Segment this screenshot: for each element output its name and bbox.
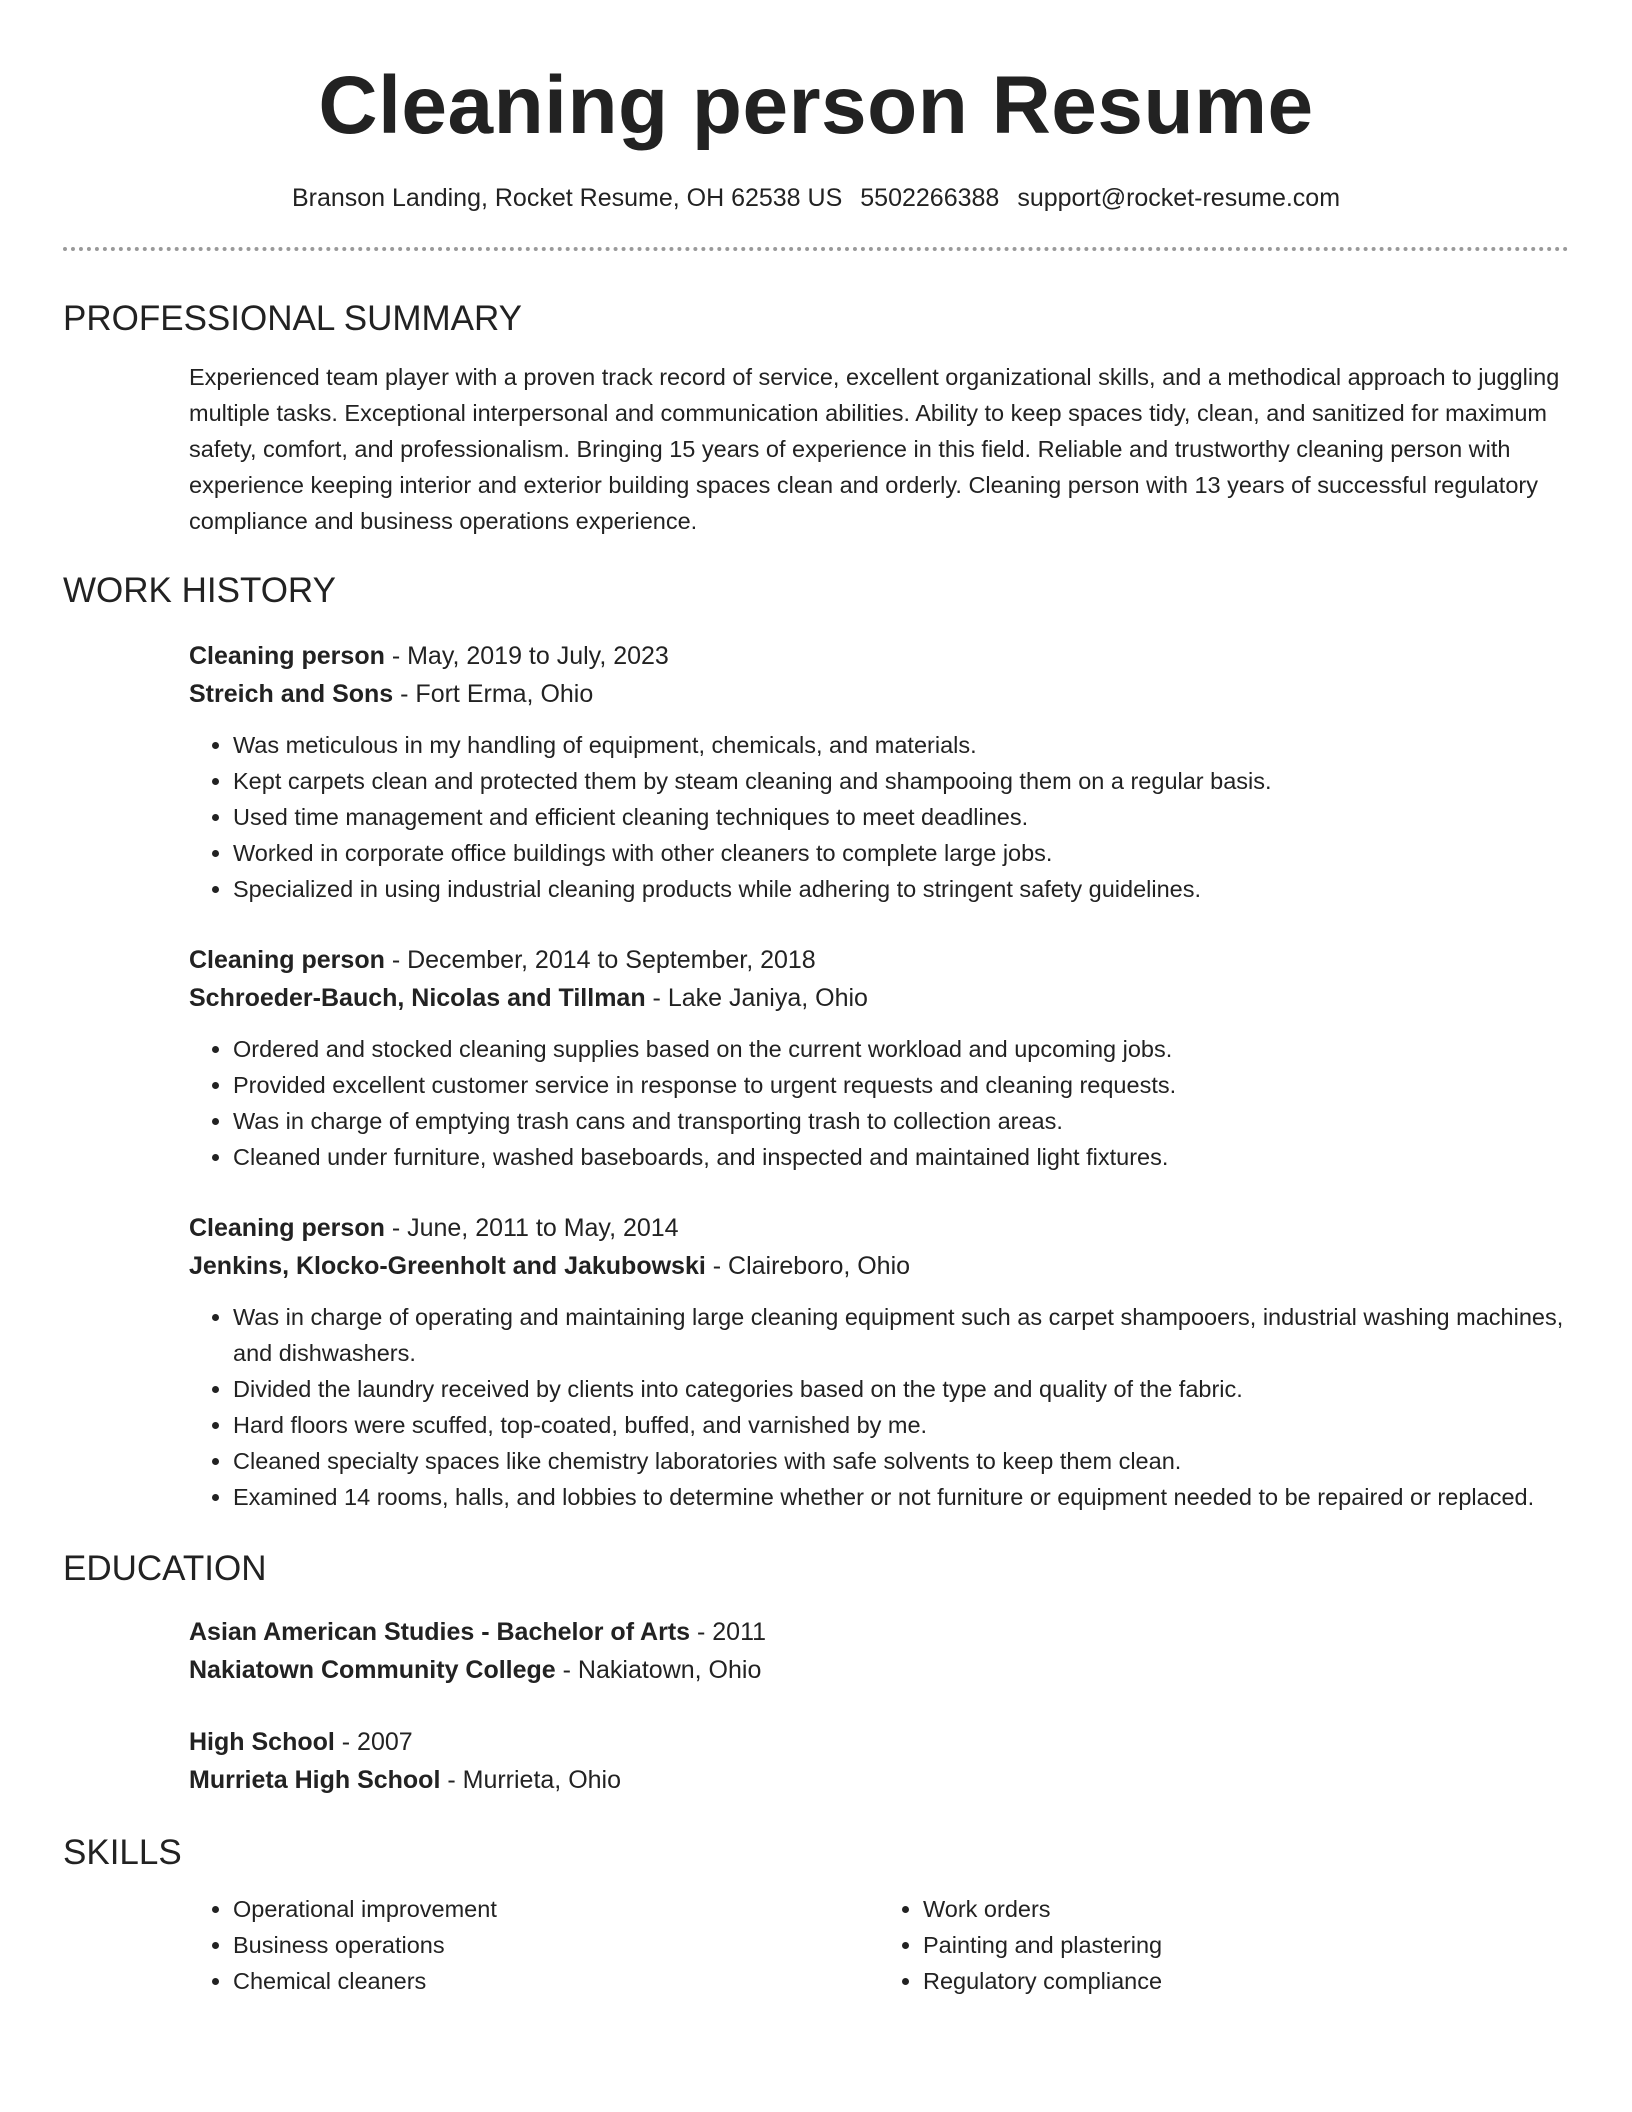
- skill-item: • Business operations: [233, 1927, 879, 1963]
- job-bullet: • Hard floors were scuffed, top-coated, buffed, and varnished by me.: [233, 1407, 1569, 1443]
- job-company-line: [189, 1247, 1569, 1285]
- education-school-line: [189, 1761, 1569, 1799]
- summary-heading: PROFESSIONAL SUMMARY: [63, 299, 522, 338]
- job-title-line: [189, 941, 1569, 979]
- education-location: - Murrieta, Ohio: [440, 1766, 622, 1794]
- education-year: - 2011: [690, 1618, 767, 1646]
- education-degree: High School: [189, 1728, 335, 1756]
- resume-title: Cleaning person Resume: [318, 60, 1314, 151]
- education-heading: EDUCATION: [63, 1549, 267, 1588]
- job-dates: - May, 2019 to July, 2023: [384, 642, 669, 670]
- job-entry: [189, 637, 1569, 907]
- work-history-heading: WORK HISTORY: [63, 571, 336, 610]
- job-bullet: • Examined 14 rooms, halls, and lobbies to determine whether or not furniture or equipment needed to be repaired or replaced.: [233, 1479, 1569, 1515]
- job-bullets: [189, 1299, 1569, 1515]
- skill-item: • Painting and plastering: [923, 1927, 1569, 1963]
- job-title-line: [189, 637, 1569, 675]
- contact-line: [63, 182, 1569, 214]
- summary-text: Experienced team player with a proven track record of service, excellent organizational skills, and a methodical approach to juggling multiple tasks. Exceptional interpersonal and communication abilities. Ability to keep spaces tidy, clean, and sanitized for maximum safety, comfort, and professionalism. Bringing 15 years of experience in this field. Reliable and trustworthy cleaning person with experience keeping interior and exterior building spaces clean and orderly. Cleaning person with 13 years of successful regulatory compliance and business operations experience.: [189, 364, 1560, 534]
- education-school: Murrieta High School: [189, 1766, 441, 1794]
- job-bullet: • Provided excellent customer service in response to urgent requests and cleaning requests.: [233, 1067, 1569, 1103]
- job-bullet: • Was meticulous in my handling of equipment, chemicals, and materials.: [233, 727, 1569, 763]
- skill-item: • Regulatory compliance: [923, 1963, 1569, 1999]
- job-bullet: • Worked in corporate office buildings with other cleaners to complete large jobs.: [233, 835, 1569, 871]
- education-location: - Nakiatown, Ohio: [555, 1656, 762, 1684]
- skill-item: • Work orders: [923, 1891, 1569, 1927]
- skills-column-right: [879, 1891, 1569, 1999]
- skill-item: • Operational improvement: [233, 1891, 879, 1927]
- job-bullet: • Specialized in using industrial cleaning products while adhering to stringent safety guidelines.: [233, 871, 1569, 907]
- education-degree-line: [189, 1613, 1569, 1651]
- education-entry: [189, 1613, 1569, 1689]
- work-history-section: [63, 569, 1569, 1515]
- job-location: - Lake Janiya, Ohio: [645, 984, 868, 1012]
- job-bullets: [189, 1031, 1569, 1175]
- education-section: [63, 1547, 1569, 1799]
- skill-item: • Chemical cleaners: [233, 1963, 879, 1999]
- job-company-line: [189, 675, 1569, 713]
- job-bullet: • Divided the laundry received by clients into categories based on the type and quality of the fabric.: [233, 1371, 1569, 1407]
- job-entry: [189, 941, 1569, 1175]
- professional-summary-section: [63, 297, 1569, 539]
- job-bullet: • Was in charge of operating and maintaining large cleaning equipment such as carpet shampooers, industrial washing machines, and dishwashers.: [233, 1299, 1569, 1371]
- header-divider: [63, 247, 1569, 251]
- job-dates: - June, 2011 to May, 2014: [384, 1214, 679, 1242]
- job-bullet: • Cleaned specialty spaces like chemistry laboratories with safe solvents to keep them clean.: [233, 1443, 1569, 1479]
- education-school-line: [189, 1651, 1569, 1689]
- job-entry: [189, 1209, 1569, 1515]
- job-title: Cleaning person: [189, 946, 385, 974]
- job-company-line: [189, 979, 1569, 1017]
- job-company: Streich and Sons: [189, 680, 394, 708]
- contact-address: Branson Landing, Rocket Resume, OH 62538 US: [291, 184, 843, 212]
- contact-phone: 5502266388: [860, 184, 1000, 212]
- job-location: - Claireboro, Ohio: [705, 1252, 911, 1280]
- job-company: Jenkins, Klocko-Greenholt and Jakubowski: [189, 1252, 706, 1280]
- job-bullet: • Ordered and stocked cleaning supplies based on the current workload and upcoming jobs.: [233, 1031, 1569, 1067]
- job-bullets: [189, 727, 1569, 907]
- job-company: Schroeder-Bauch, Nicolas and Tillman: [189, 984, 646, 1012]
- education-degree-line: [189, 1723, 1569, 1761]
- skills-grid: [189, 1891, 1569, 1999]
- education-year: - 2007: [334, 1728, 413, 1756]
- job-title: Cleaning person: [189, 1214, 385, 1242]
- job-bullet: • Kept carpets clean and protected them by steam cleaning and shampooing them on a regular basis.: [233, 763, 1569, 799]
- job-title: Cleaning person: [189, 642, 385, 670]
- job-dates: - December, 2014 to September, 2018: [384, 946, 816, 974]
- job-title-line: [189, 1209, 1569, 1247]
- contact-email: support@rocket-resume.com: [1017, 184, 1341, 212]
- skills-column-left: [189, 1891, 879, 1999]
- skills-heading: SKILLS: [63, 1833, 182, 1872]
- job-bullet: • Cleaned under furniture, washed baseboards, and inspected and maintained light fixtures.: [233, 1139, 1569, 1175]
- job-location: - Fort Erma, Ohio: [393, 680, 594, 708]
- education-degree: Asian American Studies - Bachelor of Arts: [189, 1618, 691, 1646]
- education-entry: [189, 1723, 1569, 1799]
- job-bullet: • Was in charge of emptying trash cans and transporting trash to collection areas.: [233, 1103, 1569, 1139]
- job-bullet: • Used time management and efficient cleaning techniques to meet deadlines.: [233, 799, 1569, 835]
- skills-section: [63, 1831, 1569, 1999]
- education-school: Nakiatown Community College: [189, 1656, 556, 1684]
